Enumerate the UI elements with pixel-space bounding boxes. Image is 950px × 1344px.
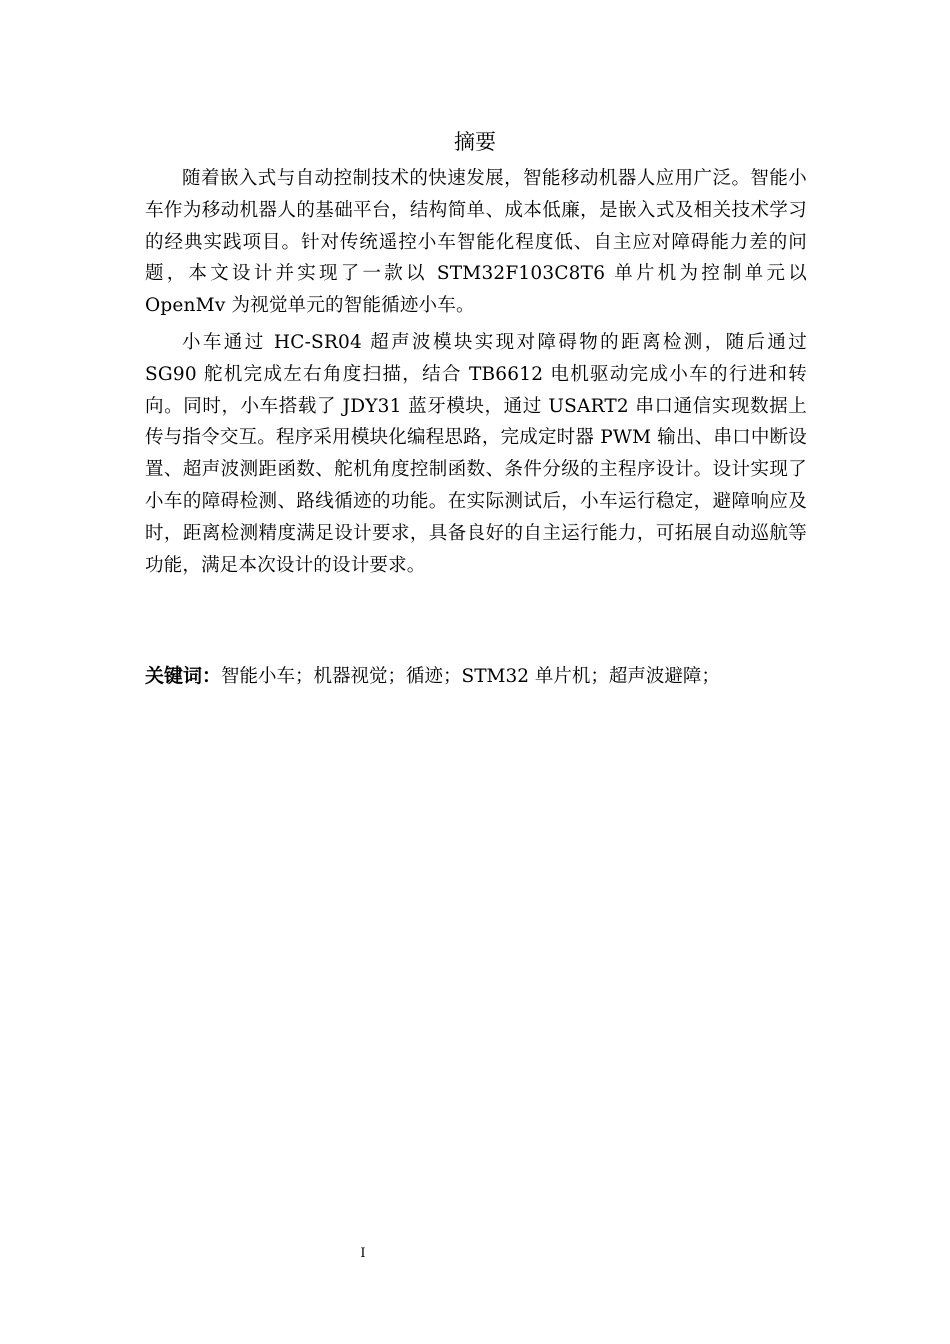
abstract-title: 摘要	[454, 130, 496, 154]
page-number: I	[360, 1246, 366, 1261]
keywords-line	[145, 662, 825, 691]
abstract-body	[145, 163, 807, 586]
abstract-paragraph-1: 随着嵌入式与自动控制技术的快速发展，智能移动机器人应用广泛。智能小车作为移动机器人的基础平台，结构简单、成本低廉，是嵌入式及相关技术学习的经典实践项目。针对传统遥控小车智能化程度低、自主应对障碍能力差的问题，本文设计并实现了一款以 STM32F103C8T6 单片机为控制单元以 OpenMv 为视觉单元的智能循迹小车。	[145, 168, 807, 317]
keywords-label: 关键词：	[145, 665, 222, 687]
keywords-text: 智能小车；机器视觉；循迹；STM32 单片机；超声波避障；	[221, 666, 720, 687]
abstract-paragraph-2: 小车通过 HC-SR04 超声波模块实现对障碍物的距离检测，随后通过 SG90 舵机完成左右角度扫描，结合 TB6612 电机驱动完成小车的行进和转向。同时，小车搭载了 JDY31 蓝牙模块，通过 USART2 串口通信实现数据上传与指令交互。程序采用模块化编程思路，完成定时器 PWM 输出、串口中断设置、超声波测距函数、舵机角度控制函数、条件分级的主程序设计。设计实现了小车的障碍检测、路线循迹的功能。在实际测试后，小车运行稳定，避障响应及时，距离检测精度满足设计要求，具备良好的自主运行能力，可拓展自动巡航等功能，满足本次设计的设计要求。	[145, 331, 807, 576]
